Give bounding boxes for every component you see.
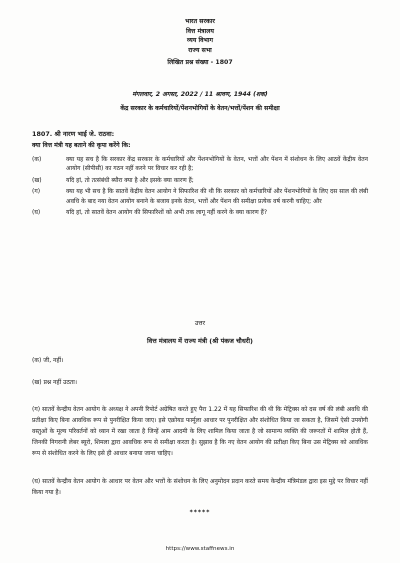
question-number: लिखित प्रश्न संख्या - 1807 <box>167 59 233 67</box>
answer-title: उत्तर <box>194 320 206 327</box>
question-item <box>32 155 368 174</box>
item-text: यदि हां, तो सातवें वेतन आयोग की सिफारिशों को अभी तक लागू नहीं करने के क्या कारण हैं? <box>66 209 268 217</box>
question-heading: 1807. श्री नारण भाई जे. राठवा: <box>32 130 115 138</box>
question-item <box>32 176 368 185</box>
date-line: मंगलवार, 2 अगस्त, 2022 / 11 श्रावण, 1944 (शक) <box>132 91 268 98</box>
question-intro: क्या वित्त मंत्री यह बताने की कृपा करेंगे कि: <box>32 142 131 149</box>
item-label: (ग) <box>32 188 41 196</box>
govt-line: भारत सरकार <box>185 18 215 25</box>
question-item <box>32 208 368 217</box>
answer-a: (क) जी, नहीं। <box>32 357 64 364</box>
ministry-line: वित्त मंत्रालय <box>186 27 214 35</box>
footer-url[interactable]: https://www.staffnews.in <box>165 546 235 552</box>
question-items <box>32 155 368 219</box>
question-item <box>32 187 368 206</box>
answer-b: (ख) प्रश्न नहीं उठता। <box>32 379 78 386</box>
item-text: क्या यह भी सच है कि सातवें केंद्रीय वेतन आयोग ने सिफारिश की थी कि सरकार को कर्मचारियों और पेंशनभोगियों के लिए दस साल की लंबी अवधि के बाद नया वेतन आयोग बनाने के बजाय इनके वेतन, भत्तों और पेंशन की समीक्षा प्रत्येक वर्ष करनी चाहिए; और <box>66 188 368 205</box>
house-line: राज्य सभा <box>188 46 212 54</box>
answer-d: (घ) सातवें केन्द्रीय वेतन आयोग के आधार पर वेतन और भत्तों के संशोधन के लिए अनुमोदन प्रदान करते समय केन्द्रीय मंत्रिमंडल द्वारा इस मुद्दे पर विचार नहीं किया गया है। <box>32 478 368 496</box>
letterhead <box>0 17 400 68</box>
item-label: (ख) <box>32 176 42 184</box>
item-label: (क) <box>32 156 42 163</box>
answer-c: (ग) सातवें केन्द्रीय वेतन आयोग के अध्यक्ष ने अपनी रिपोर्ट अग्रेषित करते हुए पैरा 1.22 में यह सिफारिश की थी कि मेट्रिक्स को दस वर्ष की लंबी अवधि की प्रतीक्षा किए बिना आवधिक रूप से पुनरीक्षित किया जाए। इसे एक्रोयड फार्मूला आधार पर पुनरीक्षित और संशोधित किया जा सकता है, जिसमें ऐसी उपयोगी वस्तुओं के मूल्य परिवर्तनों को ध्यान में रखा जाता है जिन्हें आम आदमी के लिए शामिल किया जाता है जो सामान्य व्यक्ति की जरूरतों में शामिल होती हैं, जिनकी निगरानी लेबर ब्यूरो, शिमला द्वारा आवधिक रूप से समीक्षा करता है। सुझाव है कि नए वेतन आयोग की प्रतीक्षा किए बिना उस मेट्रिक्स को आवधिक रूप से संशोधित करने के लिए इसे ही आधार बनाया जाना चाहिए। <box>32 406 368 457</box>
item-text: क्या यह सच है कि सरकार केंद्र सरकार के कर्मचारियों और पेंशनभोगियों के वेतन, भत्तों और पेंशन में संशोधन के लिए आठवें केंद्रीय वेतन आयोग (सीपीसी) का गठन नहीं करने पर विचार कर रही है; <box>66 156 368 173</box>
minister-line: वित्त मंत्रालय में राज्य मंत्री (श्री पंकज चौधरी) <box>147 337 253 345</box>
item-text: यदि हां, तो तत्संबंधी ब्यौरा क्या है और इसके क्या कारण हैं; <box>66 176 194 184</box>
department-line: व्यय विभाग <box>187 37 213 45</box>
item-label: (घ) <box>32 209 41 217</box>
end-stars: ***** <box>189 509 211 516</box>
subject-line: केंद्र सरकार के कर्मचारियों/पेंशनभोगियों के वेतन/भत्तों/पेंशन की समीक्षा <box>120 105 280 112</box>
